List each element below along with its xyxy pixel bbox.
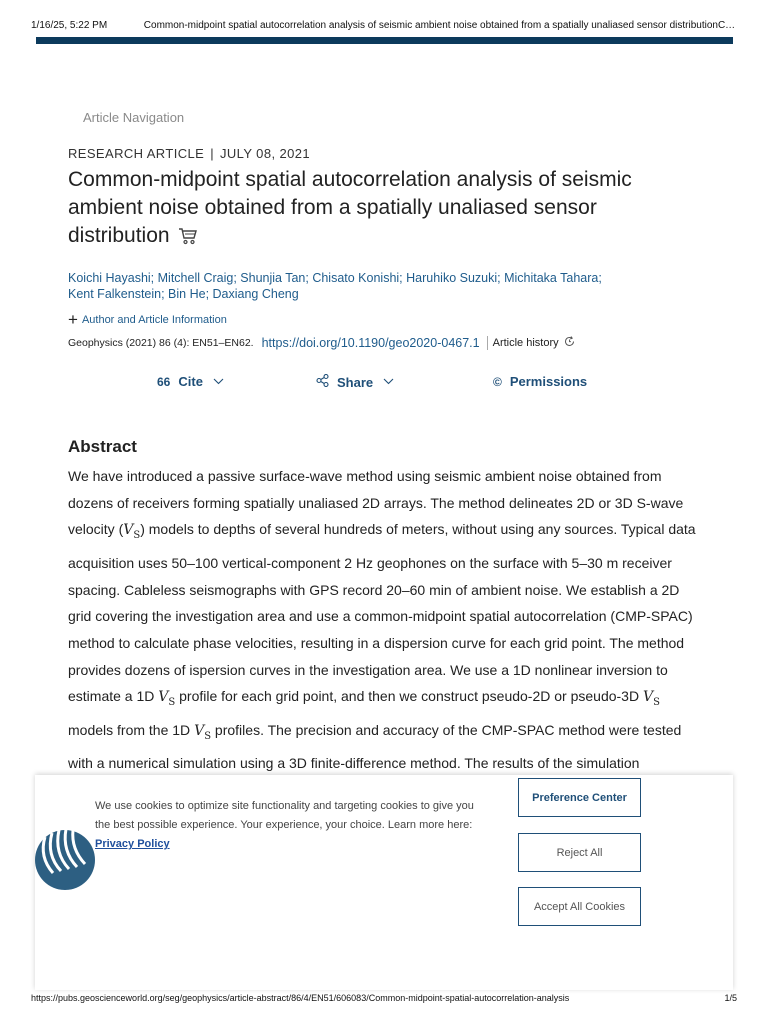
cite-label: Cite xyxy=(178,374,203,389)
print-page-number: 1/5 xyxy=(724,993,737,1003)
print-footer xyxy=(31,993,737,1003)
abstract-text-part: profiles. The precision and accuracy of the CMP-SPAC method were tested with a numerical simulation using a 3D finite-difference method. The results of the simulation xyxy=(68,721,682,772)
author-list xyxy=(68,270,698,302)
reject-all-button[interactable]: Reject All xyxy=(518,833,641,872)
article-type: RESEARCH ARTICLE xyxy=(68,146,205,161)
vs-symbol: $V_S$ xyxy=(194,722,212,742)
article-title-block xyxy=(68,166,698,253)
print-page-title: Common-midpoint spatial autocorrelation analysis of seismic ambient noise obtained from a spatially unaliased sensor distributionC… xyxy=(143,20,736,31)
cookie-text: We use cookies to optimize site functionality and targeting cookies to give you the best possible experience. Your experience, your choice. Learn more here: xyxy=(95,800,474,831)
history-icon xyxy=(564,336,575,350)
vs-symbol: $V_S$ xyxy=(642,689,660,709)
article-date: JULY 08, 2021 xyxy=(219,146,310,161)
vs-symbol: $V_S$ xyxy=(123,522,141,542)
article-history-label: Article history xyxy=(492,337,559,349)
print-header xyxy=(31,20,737,31)
abstract-section xyxy=(68,437,698,804)
cite-button[interactable] xyxy=(157,374,224,389)
share-button[interactable] xyxy=(316,374,394,390)
meta-separator: | xyxy=(210,146,214,161)
print-timestamp: 1/16/25, 5:22 PM xyxy=(31,20,108,31)
vs-symbol: $V_S$ xyxy=(158,689,176,709)
chevron-down-icon xyxy=(213,376,224,388)
permissions-label: Permissions xyxy=(509,374,588,389)
abstract-text-part: We have introduced a passive surface-wave method using seismic ambient noise obtained from dozens of receivers forming spatially unaliased 2D arrays. The method delineates 2D or 3D S-wave velocity ( xyxy=(68,468,684,538)
chevron-down-icon xyxy=(383,376,394,388)
article-actions xyxy=(0,374,768,394)
print-url: https://pubs.geoscienceworld.org/seg/geophysics/article-abstract/86/4/EN51/606083/Common-midpoint-spatial-autocorrelation-analysis xyxy=(31,993,570,1003)
preference-center-button[interactable]: Preference Center xyxy=(518,778,641,817)
share-icon xyxy=(316,374,329,390)
cart-icon[interactable] xyxy=(178,225,198,253)
abstract-text-part: models from the 1D xyxy=(68,721,195,738)
citation-row xyxy=(68,336,698,350)
article-header xyxy=(68,146,698,350)
authors-line-2[interactable]: Kent Falkenstein; Bin He; Daxiang Cheng xyxy=(68,287,299,301)
journal-citation: Geophysics (2021) 86 (4): EN51–EN62. xyxy=(68,337,254,349)
authors-line-1[interactable]: Koichi Hayashi; Mitchell Craig; Shunjia Tan; Chisato Konishi; Haruhiko Suzuki; Michitaka Tahara; xyxy=(68,271,602,285)
author-info-toggle[interactable] xyxy=(68,310,698,329)
doi-link[interactable]: https://doi.org/10.1190/geo2020-0467.1 xyxy=(262,336,488,350)
article-meta xyxy=(68,146,698,161)
author-info-label: Author and Article Information xyxy=(81,314,227,326)
plus-icon: + xyxy=(68,310,78,329)
cookie-message xyxy=(95,797,490,854)
abstract-heading: Abstract xyxy=(68,437,137,456)
article-navigation-link[interactable]: Article Navigation xyxy=(83,110,185,125)
article-title: Common-midpoint spatial autocorrelation analysis of seismic ambient noise obtained from a spatially unaliased sensor distribution xyxy=(68,168,632,247)
abstract-text-part: ) models to depths of several hundreds of meters, without using any sources. Typical data acquisition uses 50–100 vertical-component 2 Hz geophones on the surface with 5–30 m receiver spacing. Cableless seismographs with GPS record 20–60 min of ambient noise. We establish a 2D grid covering the investigation area and use a common-midpoint spatial autocorrelation (CMP-SPAC) method to calculate phase velocities, resulting in a dispersion curve for each grid point. The method provides dozens of ispersion curves in the investigation area. We use a 1D nonlinear inversion to estimate a 1D xyxy=(68,521,696,705)
article-history-button[interactable] xyxy=(493,336,575,350)
share-label: Share xyxy=(337,374,374,390)
quote-icon: 66 xyxy=(157,374,171,389)
abstract-text xyxy=(68,463,698,804)
permissions-button[interactable] xyxy=(493,374,587,389)
accept-all-cookies-button[interactable]: Accept All Cookies xyxy=(518,887,641,926)
top-bar xyxy=(36,37,733,44)
abstract-text-part: profile for each grid point, and then we construct pseudo-2D or pseudo-3D xyxy=(175,688,643,705)
cookie-banner xyxy=(35,775,733,990)
copyright-icon: © xyxy=(493,374,502,389)
privacy-policy-link[interactable]: Privacy Policy xyxy=(95,838,170,850)
site-logo-icon xyxy=(35,827,97,897)
